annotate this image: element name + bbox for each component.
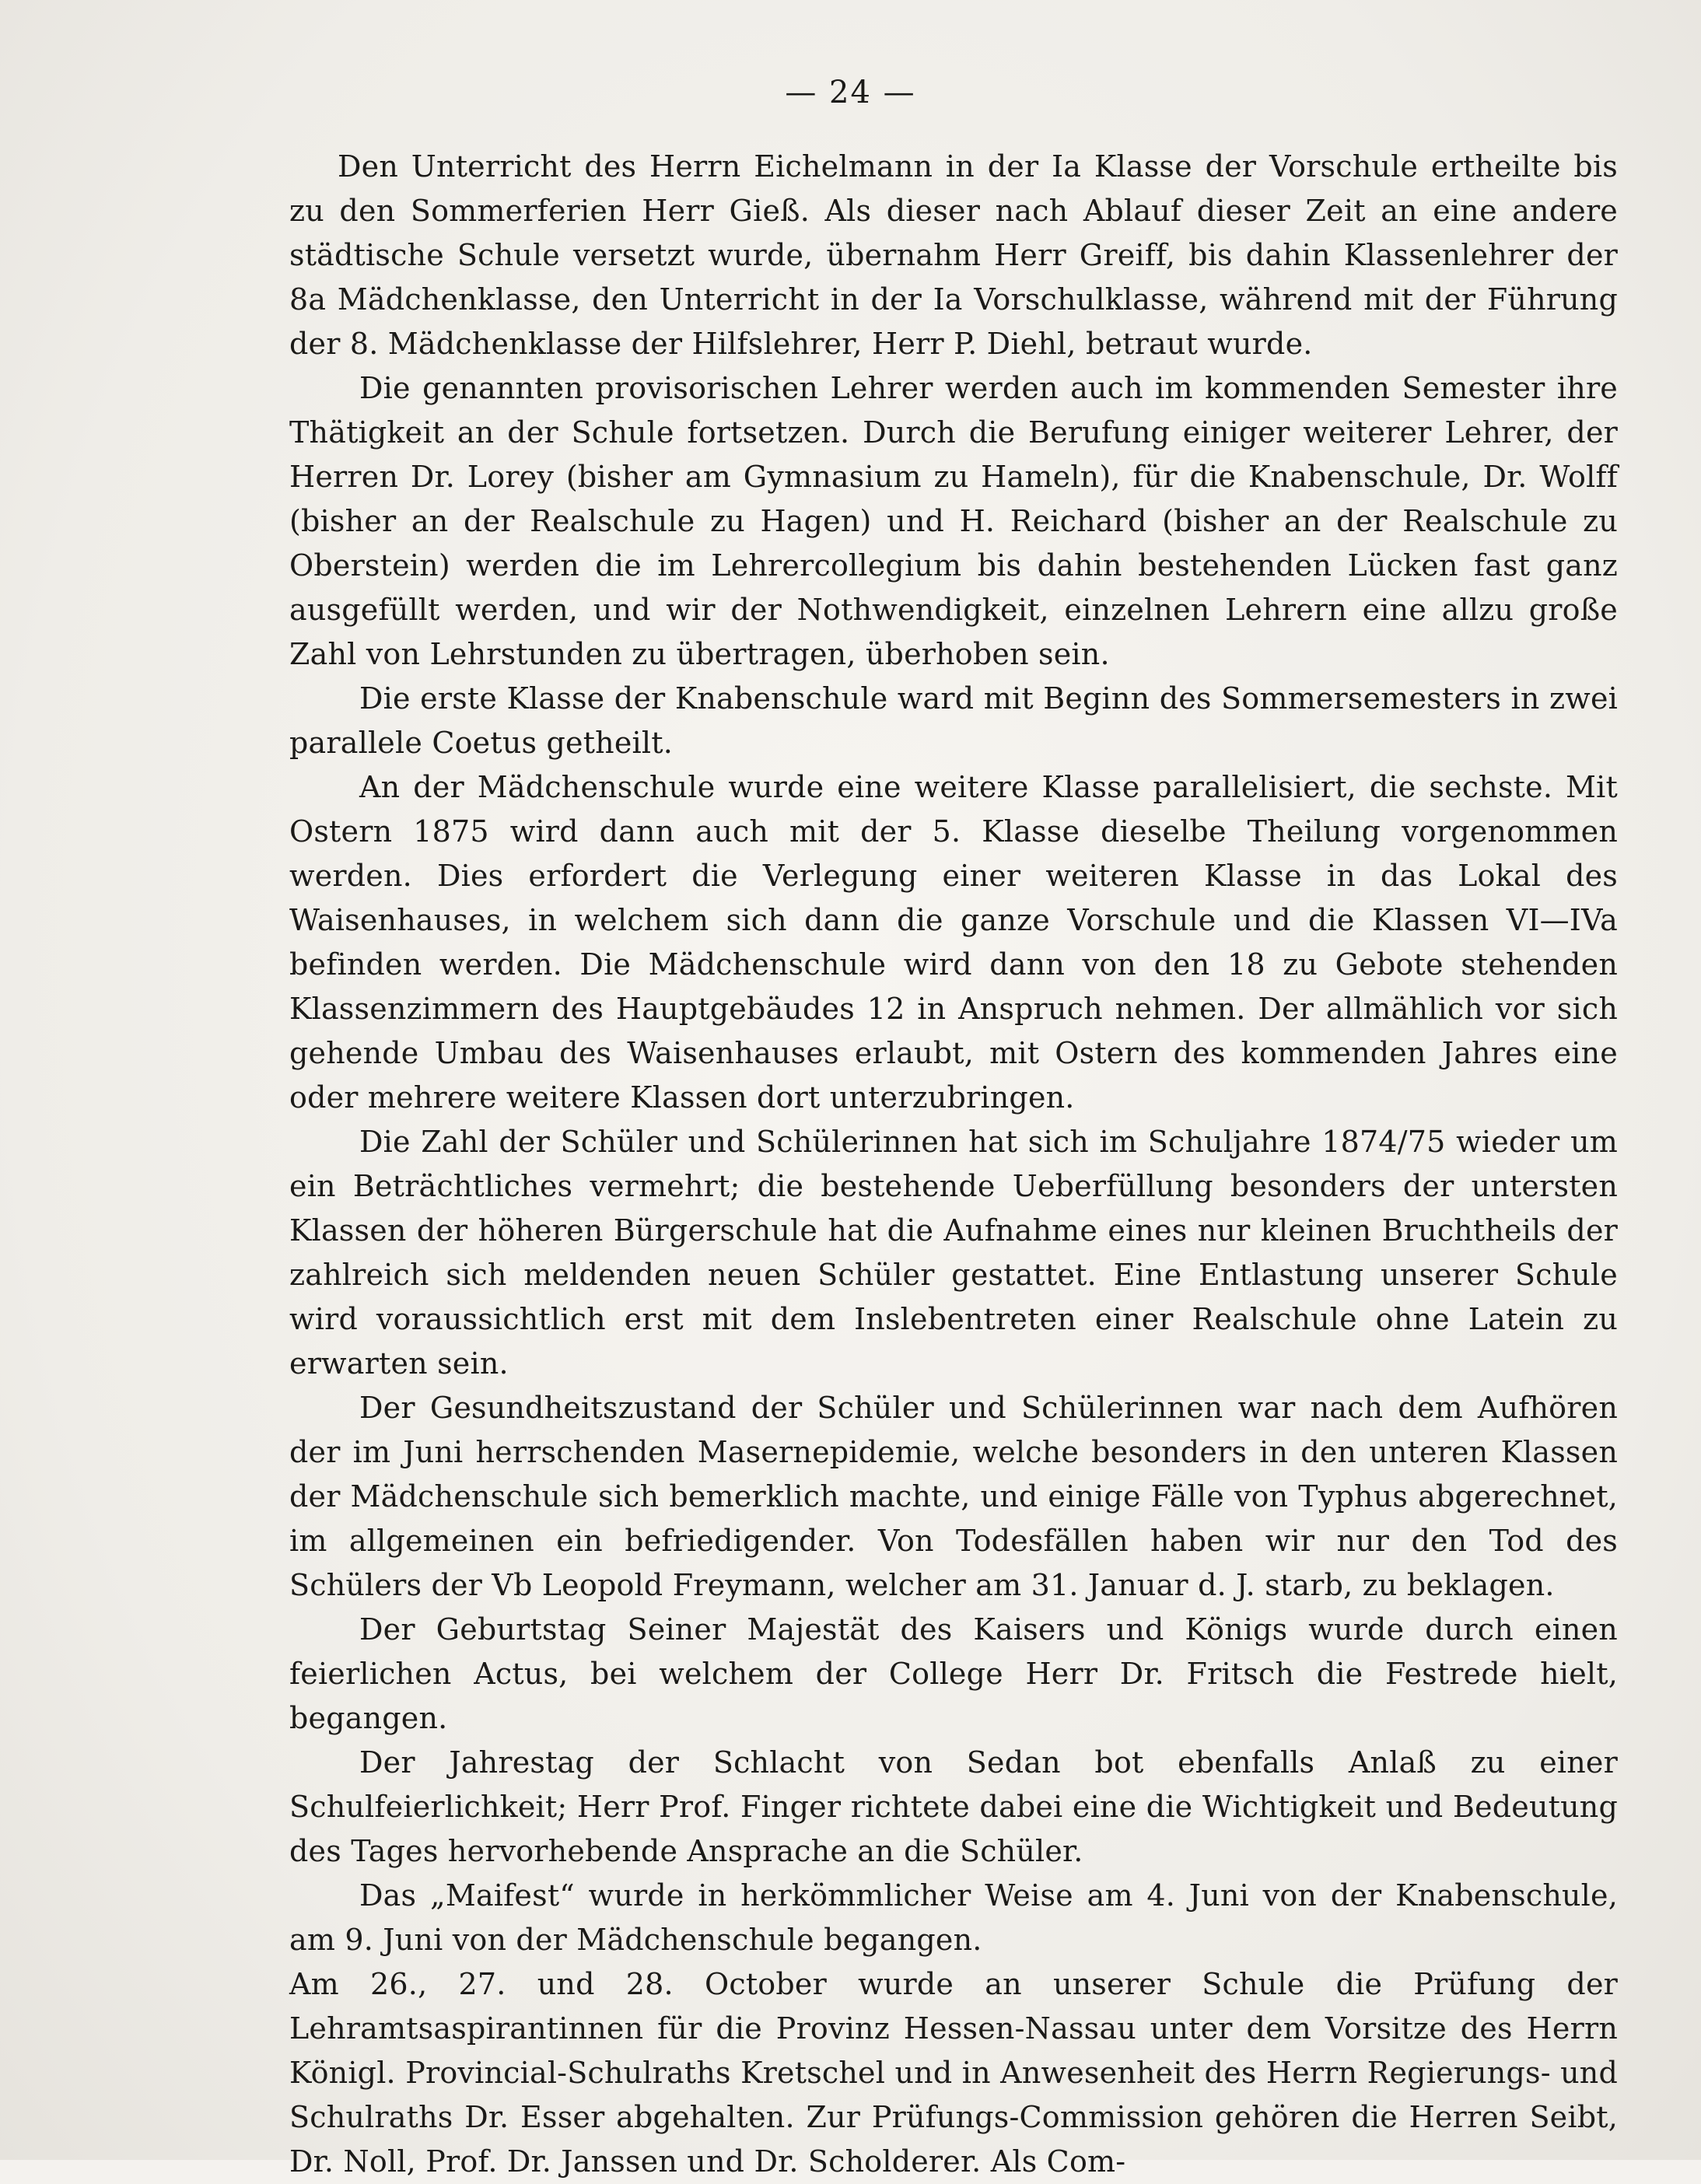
paragraph-provisional-teachers: Die genannten provisorischen Lehrer werden auch im kommenden Semester ihre Thätigkeit an der Schule fortsetzen. Durch die Berufung einiger weiterer Lehrer, der Herren Dr. Lorey (bisher am Gymnasium zu Hameln), für die Knabenschule, Dr. Wolff (bisher an der Realschule zu Hagen) und H. Reichard (bisher an der Realschule zu Oberstein) werden die im Lehrercollegium bis dahin bestehenden Lücken fast ganz ausgefüllt werden, und wir der Nothwendigkeit, einzelnen Lehrern eine allzu große Zahl von Lehrstunden zu übertragen, überhoben sein.: [289, 371, 1618, 671]
paragraph-first-class-split: Die erste Klasse der Knabenschule ward mit Beginn des Sommersemesters in zwei parallele Coetus getheilt.: [289, 681, 1618, 760]
page-number: — 24 —: [785, 75, 916, 110]
paragraph-teaching-vorschule: Den Unterricht des Herrn Eichelmann in der Ia Klasse der Vorschule ertheilte bis zu den Sommerferien Herr Gieß. Als dieser nach Ablauf dieser Zeit an eine andere städtische Schule versetzt wurde, übernahm Herr Greiff, bis dahin Klassenlehrer der 8a Mädchenklasse, den Unterricht in der Ia Vorschulklasse, während mit der Führung der 8. Mädchenklasse der Hilfslehrer, Herr P. Diehl, betraut wurde.: [289, 149, 1618, 361]
paragraph-emperor-birthday: Der Geburtstag Seiner Majestät des Kaisers und Königs wurde durch einen feierlichen Actus, bei welchem der College Herr Dr. Fritsch die Festrede hielt, begangen.: [289, 1612, 1618, 1735]
paragraph-maedchenschule: An der Mädchenschule wurde eine weitere Klasse parallelisiert, die sechste. Mit Ostern 1875 wird dann auch mit der 5. Klasse dieselbe Theilung vorgenommen werden. Dies erfordert die Verlegung einer weiteren Klasse in das Lokal des Waisenhauses, in welchem sich dann die ganze Vorschule und die Klassen VI—IVa befinden werden. Die Mädchenschule wird dann von den 18 zu Gebote stehenden Klassenzimmern des Hauptgebäudes 12 in Anspruch nehmen. Der allmählich vor sich gehende Umbau des Waisenhauses erlaubt, mit Ostern des kommenden Jahres eine oder mehrere weitere Klassen dort unterzubringen.: [289, 770, 1618, 1115]
body-text: [289, 145, 1618, 2184]
paragraph-student-numbers: Die Zahl der Schüler und Schülerinnen hat sich im Schuljahre 1874/75 wieder um ein Beträchtliches vermehrt; die bestehende Ueberfüllung besonders der untersten Klassen der höheren Bürgerschule hat die Aufnahme eines nur kleinen Bruchtheils der zahlreich sich meldenden neuen Schüler gestattet. Eine Entlastung unserer Schule wird voraussichtlich erst mit dem Inslebentreten einer Realschule ohne Latein zu erwarten sein.: [289, 1125, 1618, 1381]
paragraph-maifest: Das „Maifest“ wurde in herkömmlicher Weise am 4. Juni von der Knabenschule, am 9. Juni von der Mädchenschule begangen.: [289, 1878, 1618, 1957]
paragraph-sedan-day: Der Jahrestag der Schlacht von Sedan bot ebenfalls Anlaß zu einer Schulfeierlichkeit; Herr Prof. Finger richtete dabei eine die Wichtigkeit und Bedeutung des Tages hervorhebende Ansprache an die Schüler.: [289, 1745, 1618, 1868]
paragraph-exam: Am 26., 27. und 28. October wurde an unserer Schule die Prüfung der Lehramtsaspirantinnen für die Provinz Hessen-Nassau unter dem Vorsitze des Herrn Königl. Provincial-Schulraths Kretschel und in Anwesenheit des Herrn Regierungs- und Schulraths Dr. Esser abgehalten. Zur Prüfungs-Commission gehören die Herren Seibt, Dr. Noll, Prof. Dr. Janssen und Dr. Scholderer. Als Com-: [289, 1967, 1618, 2179]
paragraph-health: Der Gesundheitszustand der Schüler und Schülerinnen war nach dem Aufhören der im Juni herrschenden Masernepidemie, welche besonders in den unteren Klassen der Mädchenschule sich bemerklich machte, und einige Fälle von Typhus abgerechnet, im allgemeinen ein befriedigender. Von Todesfällen haben wir nur den Tod des Schülers der Vb Leopold Freymann, welcher am 31. Januar d. J. starb, zu beklagen.: [289, 1391, 1618, 1602]
